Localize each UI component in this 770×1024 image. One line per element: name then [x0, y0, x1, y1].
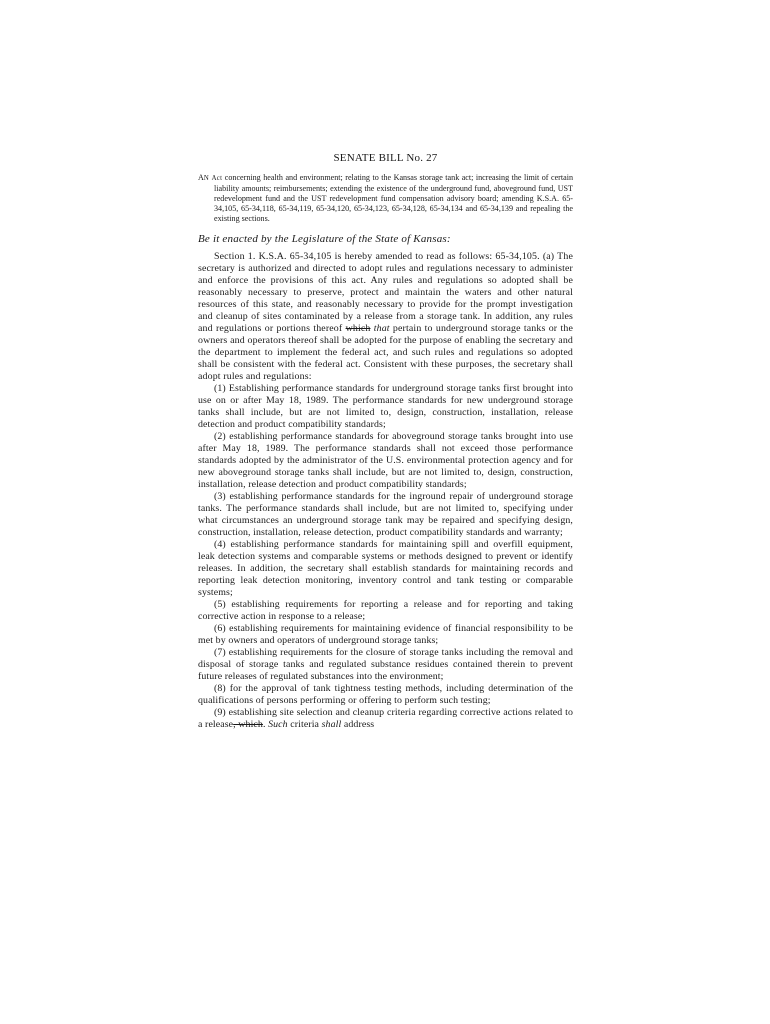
- list-item: (5) establishing requirements for reporting a release and for reporting and taking corrective action in response to a release;: [198, 599, 573, 622]
- bill-body: [198, 251, 573, 731]
- list-item: (4) establishing performance standards for maintaining spill and overfill equipment, leak detection systems and comparable systems or methods designed to prevent or identify releases. In addition, the secretary shall establish standards for maintaining records and reporting leak detection monitoring, inventory control and tank testing or comparable systems;: [198, 539, 573, 598]
- item-9-text-b: .: [262, 719, 269, 730]
- enacting-clause: Be it enacted by the Legislature of the State of Kansas:: [198, 233, 451, 245]
- list-item: (1) Establishing performance standards for underground storage tanks first brought into use on or after May 18, 1989. The performance standards for new underground storage tanks shall include, but are not limited to, design, construction, installation, release detection and product compatibility standards;: [198, 383, 573, 430]
- list-item: (3) establishing performance standards for the inground repair of underground storage tanks. The performance standards shall include, but are not limited to, specifying under what circumstances an underground storage tank may be repaired and specifying design, construction, installation, release detection, product compatibility standards and warranty;: [198, 491, 573, 538]
- act-title: [198, 173, 573, 224]
- bill-title: SENATE BILL No. 27: [333, 152, 438, 164]
- item-9-text-c: criteria: [287, 719, 322, 730]
- section-1-paragraph: [198, 251, 573, 383]
- section-1-text-a: Section 1. K.S.A. 65-34,105 is hereby amended to read as follows: 65-34,105. (a) The secretary is authorized and directed to adopt rules and regulations necessary to administer and enforce the provisions of this act. Any rules and regulations so adopted shall be reasonably necessary to preserve, protect and maintain the waters and other natural resources of this state, and reasonably necessary to provide for the prompt investigation and cleanup of sites contaminated by a release from a storage tank. In addition, any rules and regulations or portions thereof: [198, 251, 573, 334]
- inserted-text: Such: [268, 719, 288, 730]
- item-9-text-d: address: [341, 719, 375, 730]
- list-item-9: [198, 707, 573, 731]
- bill-content: [198, 152, 573, 731]
- list-item: (7) establishing requirements for the closure of storage tanks including the removal and disposal of storage tanks and regulated substance residues contained therein to prevent future releases of regulated substances into the environment;: [198, 647, 573, 682]
- item-9-text-a: (9) establishing site selection and cleanup criteria regarding corrective actions related to a release: [198, 707, 573, 730]
- act-prefix-a: A: [198, 173, 204, 182]
- act-text: concerning health and environment; relating to the Kansas storage tank act; increasing the limit of certain liability amounts; reimbursements; extending the existence of the underground fund, aboveground fund, UST redevelopment fund and the UST redevelopment fund compensation advisory board; amending K.S.A. 65-34,105, 65-34,118, 65-34,119, 65-34,120, 65-34,123, 65-34,128, 65-34,134 and 65-34,139 and repealing the existing sections.: [214, 173, 573, 223]
- list-item: (8) for the approval of tank tightness testing methods, including determination of the qualifications of persons performing or offering to perform such testing;: [198, 683, 573, 706]
- list-item: (2) establishing performance standards for aboveground storage tanks brought into use after May 18, 1989. The performance standards shall not exceed those performance standards adopted by the administrator of the U.S. environmental protection agency and for new aboveground storage tanks shall include, but are not limited to, design, construction, installation, release detection and product compatibility standards;: [198, 431, 573, 490]
- struck-text: which: [345, 323, 371, 334]
- inserted-text: shall: [321, 719, 342, 730]
- act-prefix-n: N: [203, 175, 210, 182]
- list-item: (6) establishing requirements for maintaining evidence of financial responsibility to be met by owners and operators of underground storage tanks;: [198, 623, 573, 646]
- struck-text: , which: [233, 719, 263, 730]
- section-1-text-b: pertain to underground storage tanks or the owners and operators thereof shall be adopted for the purpose of enabling the secretary and the department to implement the federal act, and such rules and regulations so adopted shall be consistent with the federal act. Consistent with these purposes, the secretary shall adopt rules and regulations:: [198, 323, 573, 382]
- act-small-caps: Act: [211, 175, 223, 182]
- inserted-text: that: [370, 323, 390, 334]
